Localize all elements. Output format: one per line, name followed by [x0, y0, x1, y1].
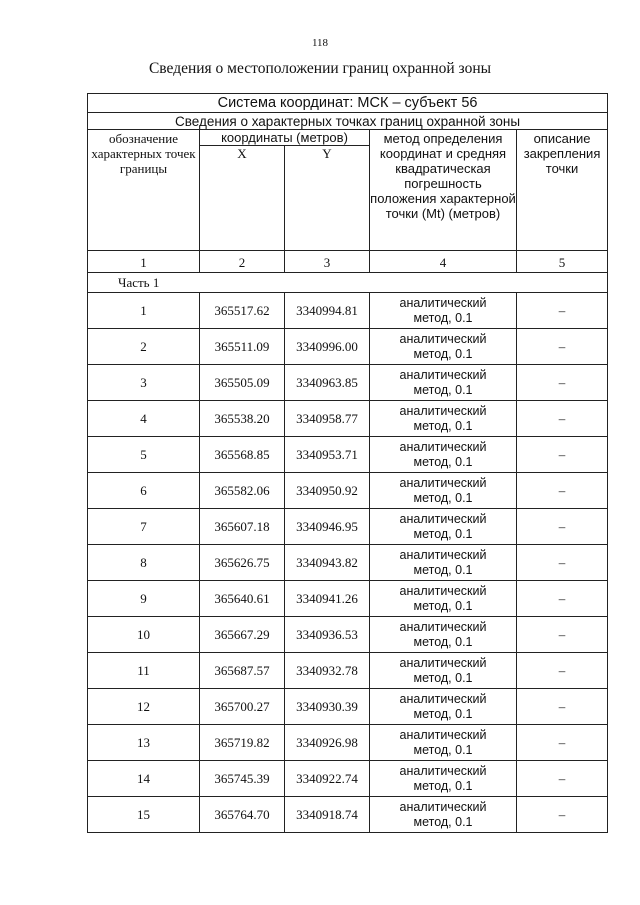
point-number-cell: 4 [88, 401, 200, 437]
method-line: аналитический [399, 691, 487, 706]
method-cell [370, 617, 517, 653]
y-coordinate-cell: 3340950.92 [285, 473, 370, 509]
fixing-cell: – [517, 401, 608, 437]
column-number: 5 [517, 251, 608, 273]
method-cell [370, 365, 517, 401]
method-line: аналитический [399, 403, 487, 418]
section-title-row [88, 113, 608, 130]
method-accuracy-line: метод, 0.1 [413, 778, 473, 793]
point-number-cell: 13 [88, 725, 200, 761]
fixing-cell: – [517, 545, 608, 581]
y-coordinate-cell: 3340932.78 [285, 653, 370, 689]
method-line: аналитический [399, 655, 487, 670]
table-row [88, 509, 608, 545]
table-row [88, 401, 608, 437]
y-coordinate-cell: 3340941.26 [285, 581, 370, 617]
x-coordinate-cell: 365626.75 [200, 545, 285, 581]
method-accuracy-line: метод, 0.1 [413, 742, 473, 757]
y-coordinate-cell: 3340930.39 [285, 689, 370, 725]
method-line: аналитический [399, 763, 487, 778]
coordinate-system-cell: Система координат: МСК – субъект 56 [88, 94, 608, 113]
fixing-cell: – [517, 653, 608, 689]
x-coordinate-cell: 365505.09 [200, 365, 285, 401]
table-row [88, 653, 608, 689]
method-line: аналитический [399, 295, 487, 310]
x-coordinate-cell: 365607.18 [200, 509, 285, 545]
y-coordinate-cell: 3340958.77 [285, 401, 370, 437]
x-coordinate-cell: 365667.29 [200, 617, 285, 653]
method-accuracy-line: метод, 0.1 [413, 598, 473, 613]
y-coordinate-cell: 3340963.85 [285, 365, 370, 401]
column-numbers-row [88, 251, 608, 273]
point-number-cell: 9 [88, 581, 200, 617]
point-number-cell: 8 [88, 545, 200, 581]
column-number: 3 [285, 251, 370, 273]
method-accuracy-line: метод, 0.1 [413, 346, 473, 361]
x-coordinate-cell: 365700.27 [200, 689, 285, 725]
method-cell [370, 509, 517, 545]
x-coordinate-cell: 365719.82 [200, 725, 285, 761]
column-number: 2 [200, 251, 285, 273]
data-rows [88, 293, 608, 833]
x-coordinate-cell: 365517.62 [200, 293, 285, 329]
y-coordinate-cell: 3340926.98 [285, 725, 370, 761]
method-accuracy-line: метод, 0.1 [413, 634, 473, 649]
fixing-cell: – [517, 689, 608, 725]
method-line: аналитический [399, 331, 487, 346]
table-row [88, 797, 608, 833]
section-title-cell: Сведения о характерных точках границ охранной зоны [88, 113, 608, 130]
method-accuracy-line: метод, 0.1 [413, 454, 473, 469]
y-coordinate-cell: 3340946.95 [285, 509, 370, 545]
point-number-cell: 5 [88, 437, 200, 473]
fixing-cell: – [517, 797, 608, 833]
method-line: аналитический [399, 583, 487, 598]
point-number-cell: 3 [88, 365, 200, 401]
y-coordinate-cell: 3340996.00 [285, 329, 370, 365]
header-method: метод определения координат и средняя квадратическая погрешность положения характерной точки (Mt) (метров) [370, 130, 517, 251]
fixing-cell: – [517, 617, 608, 653]
method-cell [370, 329, 517, 365]
method-cell [370, 545, 517, 581]
fixing-cell: – [517, 365, 608, 401]
method-accuracy-line: метод, 0.1 [413, 490, 473, 505]
table-row [88, 365, 608, 401]
fixing-cell: – [517, 329, 608, 365]
part-row [88, 273, 608, 293]
y-coordinate-cell: 3340918.74 [285, 797, 370, 833]
point-number-cell: 2 [88, 329, 200, 365]
header-x: X [200, 146, 285, 251]
x-coordinate-cell: 365568.85 [200, 437, 285, 473]
table-row [88, 329, 608, 365]
point-number-cell: 10 [88, 617, 200, 653]
column-number: 1 [88, 251, 200, 273]
method-cell [370, 293, 517, 329]
header-y: Y [285, 146, 370, 251]
x-coordinate-cell: 365764.70 [200, 797, 285, 833]
page-number: 118 [311, 37, 329, 49]
method-line: аналитический [399, 727, 487, 742]
method-accuracy-line: метод, 0.1 [413, 670, 473, 685]
method-cell [370, 797, 517, 833]
y-coordinate-cell: 3340943.82 [285, 545, 370, 581]
x-coordinate-cell: 365511.09 [200, 329, 285, 365]
fixing-cell: – [517, 725, 608, 761]
method-cell [370, 761, 517, 797]
point-number-cell: 12 [88, 689, 200, 725]
y-coordinate-cell: 3340936.53 [285, 617, 370, 653]
table-row [88, 293, 608, 329]
table-row [88, 437, 608, 473]
header-row [88, 130, 608, 146]
method-cell [370, 473, 517, 509]
document-title: Сведения о местоположении границ охранной зоны [148, 60, 492, 77]
method-cell [370, 689, 517, 725]
coordinate-system-row [88, 94, 608, 113]
point-number-cell: 15 [88, 797, 200, 833]
point-number-cell: 6 [88, 473, 200, 509]
fixing-cell: – [517, 293, 608, 329]
table-row [88, 761, 608, 797]
table-row [88, 581, 608, 617]
table-row [88, 617, 608, 653]
table-row [88, 545, 608, 581]
fixing-cell: – [517, 437, 608, 473]
header-fixing: описание закрепления точки [517, 130, 608, 251]
method-accuracy-line: метод, 0.1 [413, 562, 473, 577]
table-row [88, 689, 608, 725]
y-coordinate-cell: 3340994.81 [285, 293, 370, 329]
method-cell [370, 437, 517, 473]
method-cell [370, 653, 517, 689]
method-accuracy-line: метод, 0.1 [413, 382, 473, 397]
fixing-cell: – [517, 509, 608, 545]
method-accuracy-line: метод, 0.1 [413, 706, 473, 721]
point-number-cell: 14 [88, 761, 200, 797]
method-accuracy-line: метод, 0.1 [413, 418, 473, 433]
y-coordinate-cell: 3340922.74 [285, 761, 370, 797]
method-line: аналитический [399, 367, 487, 382]
point-number-cell: 11 [88, 653, 200, 689]
method-accuracy-line: метод, 0.1 [413, 526, 473, 541]
boundary-points-table [87, 93, 608, 833]
fixing-cell: – [517, 761, 608, 797]
fixing-cell: – [517, 581, 608, 617]
part-label: Часть 1 [88, 273, 608, 293]
method-line: аналитический [399, 475, 487, 490]
column-number: 4 [370, 251, 517, 273]
method-accuracy-line: метод, 0.1 [413, 310, 473, 325]
method-cell [370, 401, 517, 437]
point-number-cell: 7 [88, 509, 200, 545]
method-cell [370, 581, 517, 617]
method-cell [370, 725, 517, 761]
y-coordinate-cell: 3340953.71 [285, 437, 370, 473]
point-number-cell: 1 [88, 293, 200, 329]
header-coordinates: координаты (метров) [200, 130, 370, 146]
x-coordinate-cell: 365640.61 [200, 581, 285, 617]
x-coordinate-cell: 365745.39 [200, 761, 285, 797]
method-accuracy-line: метод, 0.1 [413, 814, 473, 829]
method-line: аналитический [399, 547, 487, 562]
method-line: аналитический [399, 439, 487, 454]
method-line: аналитический [399, 799, 487, 814]
table-row [88, 473, 608, 509]
table-row [88, 725, 608, 761]
x-coordinate-cell: 365582.06 [200, 473, 285, 509]
method-line: аналитический [399, 619, 487, 634]
fixing-cell: – [517, 473, 608, 509]
method-line: аналитический [399, 511, 487, 526]
x-coordinate-cell: 365687.57 [200, 653, 285, 689]
header-point-designation: обозначение характерных точек границы [88, 130, 200, 251]
x-coordinate-cell: 365538.20 [200, 401, 285, 437]
